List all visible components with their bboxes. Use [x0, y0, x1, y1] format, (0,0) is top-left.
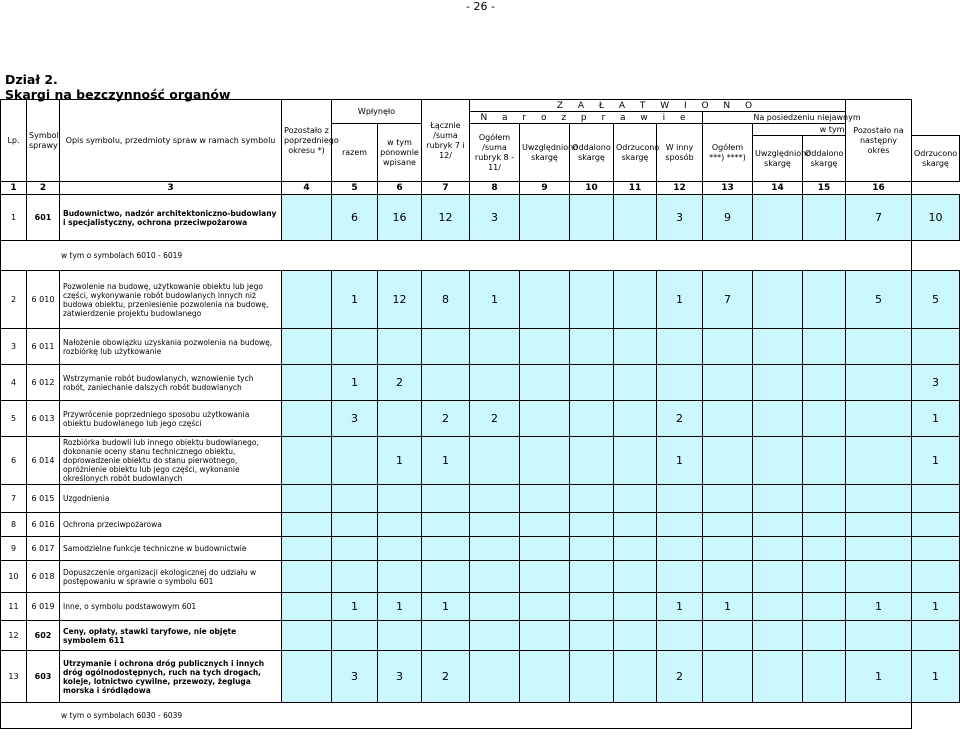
row-value-col10 — [614, 537, 657, 561]
row-value-col4 — [332, 437, 378, 485]
row-value-col7 — [470, 329, 520, 365]
row-value-col8 — [520, 485, 570, 513]
row-value-col11: 2 — [657, 401, 703, 437]
row-value-col11: 1 — [657, 271, 703, 329]
row-value-col12: 9 — [703, 195, 753, 241]
row-value-col8 — [520, 437, 570, 485]
row-value-col5 — [378, 513, 422, 537]
row-symbol: 6 017 — [27, 537, 60, 561]
header-lacznie: Łącznie /suma rubryk 7 i 12/ — [422, 100, 470, 182]
row-value-col16: 10 — [912, 195, 960, 241]
row-value-col3 — [282, 401, 332, 437]
column-number: 11 — [614, 182, 657, 195]
row-lp: 11 — [1, 593, 27, 621]
row-lp: 5 — [1, 401, 27, 437]
table-row — [1, 561, 960, 593]
column-number: 1 — [1, 182, 27, 195]
row-value-col15 — [846, 437, 912, 485]
header-opis: Opis symbolu, przedmioty spraw w ramach symbolu — [60, 100, 282, 182]
row-value-col9 — [570, 485, 614, 513]
row-value-col15 — [846, 485, 912, 513]
row-description: Nałożenie obowiązku uzyskania pozwolenia na budowę, rozbiórkę lub użytkowanie — [60, 329, 282, 365]
row-value-col3 — [282, 561, 332, 593]
subheader-row — [1, 241, 960, 271]
row-value-col10 — [614, 437, 657, 485]
row-value-col16 — [912, 513, 960, 537]
row-value-col8 — [520, 401, 570, 437]
row-value-col6: 1 — [422, 437, 470, 485]
row-value-col15 — [846, 621, 912, 651]
row-value-col4 — [332, 329, 378, 365]
row-value-col16: 1 — [912, 651, 960, 703]
row-symbol: 6 011 — [27, 329, 60, 365]
table-row — [1, 593, 960, 621]
row-value-col5: 3 — [378, 651, 422, 703]
row-value-col11: 2 — [657, 651, 703, 703]
row-value-col7 — [470, 593, 520, 621]
row-value-col16 — [912, 485, 960, 513]
row-value-col13 — [753, 365, 803, 401]
table-row — [1, 513, 960, 537]
row-value-col9 — [570, 593, 614, 621]
row-description: Samodzielne funkcje techniczne w budownictwie — [60, 537, 282, 561]
row-value-col11 — [657, 329, 703, 365]
row-value-col8 — [520, 537, 570, 561]
row-value-col7 — [470, 513, 520, 537]
row-value-col9 — [570, 329, 614, 365]
row-value-col5: 2 — [378, 365, 422, 401]
subheader-row — [1, 703, 960, 729]
row-value-col14 — [803, 365, 846, 401]
row-value-col9 — [570, 271, 614, 329]
row-value-col11 — [657, 485, 703, 513]
row-symbol: 6 010 — [27, 271, 60, 329]
row-value-col3 — [282, 485, 332, 513]
table-row — [1, 485, 960, 513]
column-number: 15 — [803, 182, 846, 195]
row-description: Dopuszczenie organizacji ekologicznej do udziału w postępowaniu w sprawie o symbolu 601 — [60, 561, 282, 593]
row-value-col9 — [570, 365, 614, 401]
row-value-col3 — [282, 195, 332, 241]
row-value-col14 — [803, 621, 846, 651]
row-value-col13 — [753, 485, 803, 513]
row-lp: 3 — [1, 329, 27, 365]
row-value-col4: 6 — [332, 195, 378, 241]
row-value-col15 — [846, 401, 912, 437]
row-value-col12 — [703, 621, 753, 651]
row-value-col7: 3 — [470, 195, 520, 241]
row-value-col9 — [570, 513, 614, 537]
row-value-col4: 1 — [332, 271, 378, 329]
row-value-col7 — [470, 621, 520, 651]
row-value-col6 — [422, 561, 470, 593]
row-value-col7: 1 — [470, 271, 520, 329]
row-value-col15: 5 — [846, 271, 912, 329]
row-value-col14 — [803, 651, 846, 703]
row-value-col10 — [614, 365, 657, 401]
row-value-col16: 1 — [912, 401, 960, 437]
row-value-col5: 1 — [378, 437, 422, 485]
header-uwzgl: Uwzględniono skargę — [520, 124, 570, 182]
row-value-col8 — [520, 651, 570, 703]
table-row — [1, 365, 960, 401]
header-lp: Lp. — [1, 100, 27, 182]
row-value-col6: 2 — [422, 651, 470, 703]
header-w-tym: w tym — [753, 124, 912, 136]
row-lp: 6 — [1, 437, 27, 485]
row-value-col13 — [753, 401, 803, 437]
header-w-tym-ponownie: w tym ponownie wpisane — [378, 124, 422, 182]
row-value-col11 — [657, 621, 703, 651]
row-value-col14 — [803, 195, 846, 241]
row-value-col7 — [470, 537, 520, 561]
row-value-col6 — [422, 365, 470, 401]
row-symbol: 603 — [27, 651, 60, 703]
row-value-col12 — [703, 437, 753, 485]
row-lp: 9 — [1, 537, 27, 561]
row-description: Pozwolenie na budowę, użytkowanie obiektu lub jego części, wykonywanie robót budowlanych innych niż budowa obiektu, przeniesienie pozwolenia na budowę, zatwierdzenie projektu budowlanego — [60, 271, 282, 329]
row-value-col12 — [703, 329, 753, 365]
row-value-col11 — [657, 537, 703, 561]
header-pozostalo-z: Pozostało z poprzedniego okresu *) — [282, 100, 332, 182]
header-wplynelo: Wpłynęło — [332, 100, 422, 124]
row-symbol: 6 012 — [27, 365, 60, 401]
row-value-col6 — [422, 513, 470, 537]
row-value-col14 — [803, 513, 846, 537]
row-value-col3 — [282, 365, 332, 401]
table-row — [1, 401, 960, 437]
row-value-col9 — [570, 651, 614, 703]
row-value-col5: 1 — [378, 593, 422, 621]
row-value-col12 — [703, 651, 753, 703]
row-value-col15: 1 — [846, 651, 912, 703]
header-pozostalo-na: Pozostało na następny okres — [846, 100, 912, 182]
row-symbol: 6 015 — [27, 485, 60, 513]
row-value-col4: 1 — [332, 593, 378, 621]
row-value-col5: 12 — [378, 271, 422, 329]
row-value-col3 — [282, 593, 332, 621]
row-value-col13 — [753, 593, 803, 621]
row-value-col7 — [470, 561, 520, 593]
column-number: 4 — [282, 182, 332, 195]
row-value-col9 — [570, 561, 614, 593]
table-row — [1, 195, 960, 241]
row-value-col6: 8 — [422, 271, 470, 329]
row-value-col12 — [703, 561, 753, 593]
row-value-col16: 3 — [912, 365, 960, 401]
header-posiedzenie: Na posiedzeniu niejawnym — [703, 112, 912, 124]
row-value-col11 — [657, 561, 703, 593]
data-table — [0, 99, 960, 729]
row-value-col15 — [846, 365, 912, 401]
row-value-col12 — [703, 401, 753, 437]
row-value-col9 — [570, 401, 614, 437]
row-value-col8 — [520, 593, 570, 621]
column-number: 14 — [753, 182, 803, 195]
row-value-col6 — [422, 329, 470, 365]
row-value-col16: 1 — [912, 437, 960, 485]
row-value-col4 — [332, 513, 378, 537]
row-value-col10 — [614, 485, 657, 513]
row-value-col6: 1 — [422, 593, 470, 621]
row-description: Utrzymanie i ochrona dróg publicznych i innych dróg ogólnodostępnych, ruch na tych drogach, koleje, lotnictwo cywilne, przewozy, żegluga morska i śródlądowa — [60, 651, 282, 703]
row-value-col11 — [657, 513, 703, 537]
row-value-col14 — [803, 401, 846, 437]
header-oddal: Oddalono skargę — [570, 124, 614, 182]
row-value-col16: 1 — [912, 593, 960, 621]
row-value-col16: 5 — [912, 271, 960, 329]
table-row — [1, 437, 960, 485]
section-heading — [5, 72, 230, 102]
row-symbol: 602 — [27, 621, 60, 651]
header-oddal-niejawne: Oddalono skargę — [803, 136, 846, 182]
table-row — [1, 329, 960, 365]
header-ogolem-posiedzenie: Ogółem ***) ****) — [703, 124, 753, 182]
row-value-col10 — [614, 651, 657, 703]
row-value-col6: 2 — [422, 401, 470, 437]
row-value-col7 — [470, 437, 520, 485]
row-value-col4: 1 — [332, 365, 378, 401]
header-na-rozprawie: N a r o z p r a w i e — [470, 112, 703, 124]
row-symbol: 6 016 — [27, 513, 60, 537]
row-lp: 13 — [1, 651, 27, 703]
row-value-col16 — [912, 329, 960, 365]
row-value-col13 — [753, 271, 803, 329]
row-value-col3 — [282, 329, 332, 365]
table-row — [1, 651, 960, 703]
row-description: Uzgodnienia — [60, 485, 282, 513]
row-value-col14 — [803, 437, 846, 485]
row-lp: 1 — [1, 195, 27, 241]
row-value-col5 — [378, 329, 422, 365]
row-value-col8 — [520, 271, 570, 329]
row-value-col10 — [614, 561, 657, 593]
row-lp: 8 — [1, 513, 27, 537]
row-value-col16 — [912, 561, 960, 593]
row-value-col9 — [570, 621, 614, 651]
row-value-col5 — [378, 621, 422, 651]
column-number: 6 — [378, 182, 422, 195]
row-symbol: 6 018 — [27, 561, 60, 593]
row-value-col11: 1 — [657, 593, 703, 621]
row-value-col11 — [657, 365, 703, 401]
row-value-col10 — [614, 271, 657, 329]
header-w-inny: W inny sposób — [657, 124, 703, 182]
column-number: 16 — [846, 182, 912, 195]
subheader-text: w tym o symbolach 6010 - 6019 — [1, 241, 912, 271]
row-value-col4 — [332, 561, 378, 593]
row-value-col9 — [570, 195, 614, 241]
row-value-col13 — [753, 329, 803, 365]
row-value-col8 — [520, 561, 570, 593]
subheader-text: w tym o symbolach 6030 - 6039 — [1, 703, 912, 729]
row-value-col4 — [332, 537, 378, 561]
column-numbers-row — [1, 182, 960, 195]
row-value-col15 — [846, 329, 912, 365]
row-value-col13 — [753, 195, 803, 241]
row-value-col10 — [614, 593, 657, 621]
row-value-col14 — [803, 329, 846, 365]
row-symbol: 6 013 — [27, 401, 60, 437]
row-value-col15: 1 — [846, 593, 912, 621]
row-value-col14 — [803, 271, 846, 329]
row-value-col7 — [470, 651, 520, 703]
row-value-col16 — [912, 621, 960, 651]
row-value-col9 — [570, 437, 614, 485]
row-value-col8 — [520, 329, 570, 365]
row-value-col13 — [753, 561, 803, 593]
row-lp: 7 — [1, 485, 27, 513]
row-value-col5 — [378, 401, 422, 437]
row-lp: 4 — [1, 365, 27, 401]
page-number: - 26 - — [466, 0, 495, 13]
row-value-col5: 16 — [378, 195, 422, 241]
row-value-col8 — [520, 365, 570, 401]
row-value-col10 — [614, 195, 657, 241]
row-value-col3 — [282, 651, 332, 703]
row-value-col14 — [803, 485, 846, 513]
row-value-col3 — [282, 271, 332, 329]
column-number: 8 — [470, 182, 520, 195]
section-title: Dział 2. — [5, 72, 58, 87]
row-symbol: 6 019 — [27, 593, 60, 621]
row-value-col14 — [803, 537, 846, 561]
column-number: 10 — [570, 182, 614, 195]
row-value-col12: 7 — [703, 271, 753, 329]
row-value-col13 — [753, 537, 803, 561]
row-value-col13 — [753, 437, 803, 485]
column-number: 2 — [27, 182, 60, 195]
row-value-col13 — [753, 651, 803, 703]
row-value-col12: 1 — [703, 593, 753, 621]
row-value-col16 — [912, 537, 960, 561]
header-odrz: Odrzucono skargę — [614, 124, 657, 182]
column-number: 7 — [422, 182, 470, 195]
row-description: Inne, o symbolu podstawowym 601 — [60, 593, 282, 621]
row-value-col5 — [378, 485, 422, 513]
row-value-col7 — [470, 365, 520, 401]
row-value-col12 — [703, 513, 753, 537]
row-value-col4 — [332, 485, 378, 513]
row-description: Rozbiórka budowli lub innego obiektu budowlanego, dokonanie oceny stanu technicznego obiektu, doprowadzenie obiektu do stanu pierwotnego, opróżnienie obiektu lub jego części, wykonanie określonych robót budowlanych — [60, 437, 282, 485]
row-lp: 12 — [1, 621, 27, 651]
row-value-col9 — [570, 537, 614, 561]
row-value-col4 — [332, 621, 378, 651]
row-value-col6 — [422, 485, 470, 513]
column-number: 12 — [657, 182, 703, 195]
row-value-col5 — [378, 537, 422, 561]
column-number: 5 — [332, 182, 378, 195]
header-odrz-niejawne: Odrzucono skargę — [912, 136, 960, 182]
row-description: Budownictwo, nadzór architektoniczno-budowlany i specjalistyczny, ochrona przeciwpożarowa — [60, 195, 282, 241]
row-value-col13 — [753, 513, 803, 537]
row-symbol: 6 014 — [27, 437, 60, 485]
row-value-col11: 3 — [657, 195, 703, 241]
row-value-col14 — [803, 561, 846, 593]
column-number: 13 — [703, 182, 753, 195]
row-value-col8 — [520, 513, 570, 537]
header-zalatwiono: Z A Ł A T W I O N O — [470, 100, 846, 112]
row-description: Wstrzymanie robót budowlanych, wznowienie tych robót, zaniechanie dalszych robót budowlanych — [60, 365, 282, 401]
table-row — [1, 621, 960, 651]
header-ogolem-rozprawa: Ogółem /suma rubryk 8 - 11/ — [470, 124, 520, 182]
row-value-col3 — [282, 513, 332, 537]
row-lp: 10 — [1, 561, 27, 593]
row-symbol: 601 — [27, 195, 60, 241]
row-value-col12 — [703, 365, 753, 401]
row-value-col3 — [282, 537, 332, 561]
row-value-col15 — [846, 537, 912, 561]
section-subtitle: Skargi na bezczynność organów — [5, 87, 231, 102]
row-value-col10 — [614, 401, 657, 437]
row-value-col15 — [846, 561, 912, 593]
row-value-col4: 3 — [332, 401, 378, 437]
column-number: 3 — [60, 182, 282, 195]
row-description: Ochrona przeciwpożarowa — [60, 513, 282, 537]
row-value-col3 — [282, 437, 332, 485]
row-value-col7: 2 — [470, 401, 520, 437]
row-value-col4: 3 — [332, 651, 378, 703]
table-row — [1, 537, 960, 561]
row-value-col15: 7 — [846, 195, 912, 241]
header-symbol: Symbol sprawy — [27, 100, 60, 182]
row-value-col8 — [520, 195, 570, 241]
row-value-col5 — [378, 561, 422, 593]
row-value-col8 — [520, 621, 570, 651]
row-value-col13 — [753, 621, 803, 651]
row-description: Przywrócenie poprzedniego sposobu użytkowania obiektu budowlanego lub jego części — [60, 401, 282, 437]
column-number: 9 — [520, 182, 570, 195]
row-value-col10 — [614, 513, 657, 537]
row-value-col10 — [614, 621, 657, 651]
header-uwzgl-niejawne: Uwzględniono skargę — [753, 136, 803, 182]
row-value-col12 — [703, 485, 753, 513]
row-description: Ceny, opłaty, stawki taryfowe, nie objęte symbolem 611 — [60, 621, 282, 651]
row-lp: 2 — [1, 271, 27, 329]
row-value-col6 — [422, 537, 470, 561]
table-row — [1, 271, 960, 329]
row-value-col14 — [803, 593, 846, 621]
row-value-col6 — [422, 621, 470, 651]
row-value-col10 — [614, 329, 657, 365]
header-razem: razem — [332, 124, 378, 182]
row-value-col6: 12 — [422, 195, 470, 241]
row-value-col7 — [470, 485, 520, 513]
row-value-col3 — [282, 621, 332, 651]
row-value-col15 — [846, 513, 912, 537]
row-value-col12 — [703, 537, 753, 561]
row-value-col11: 1 — [657, 437, 703, 485]
